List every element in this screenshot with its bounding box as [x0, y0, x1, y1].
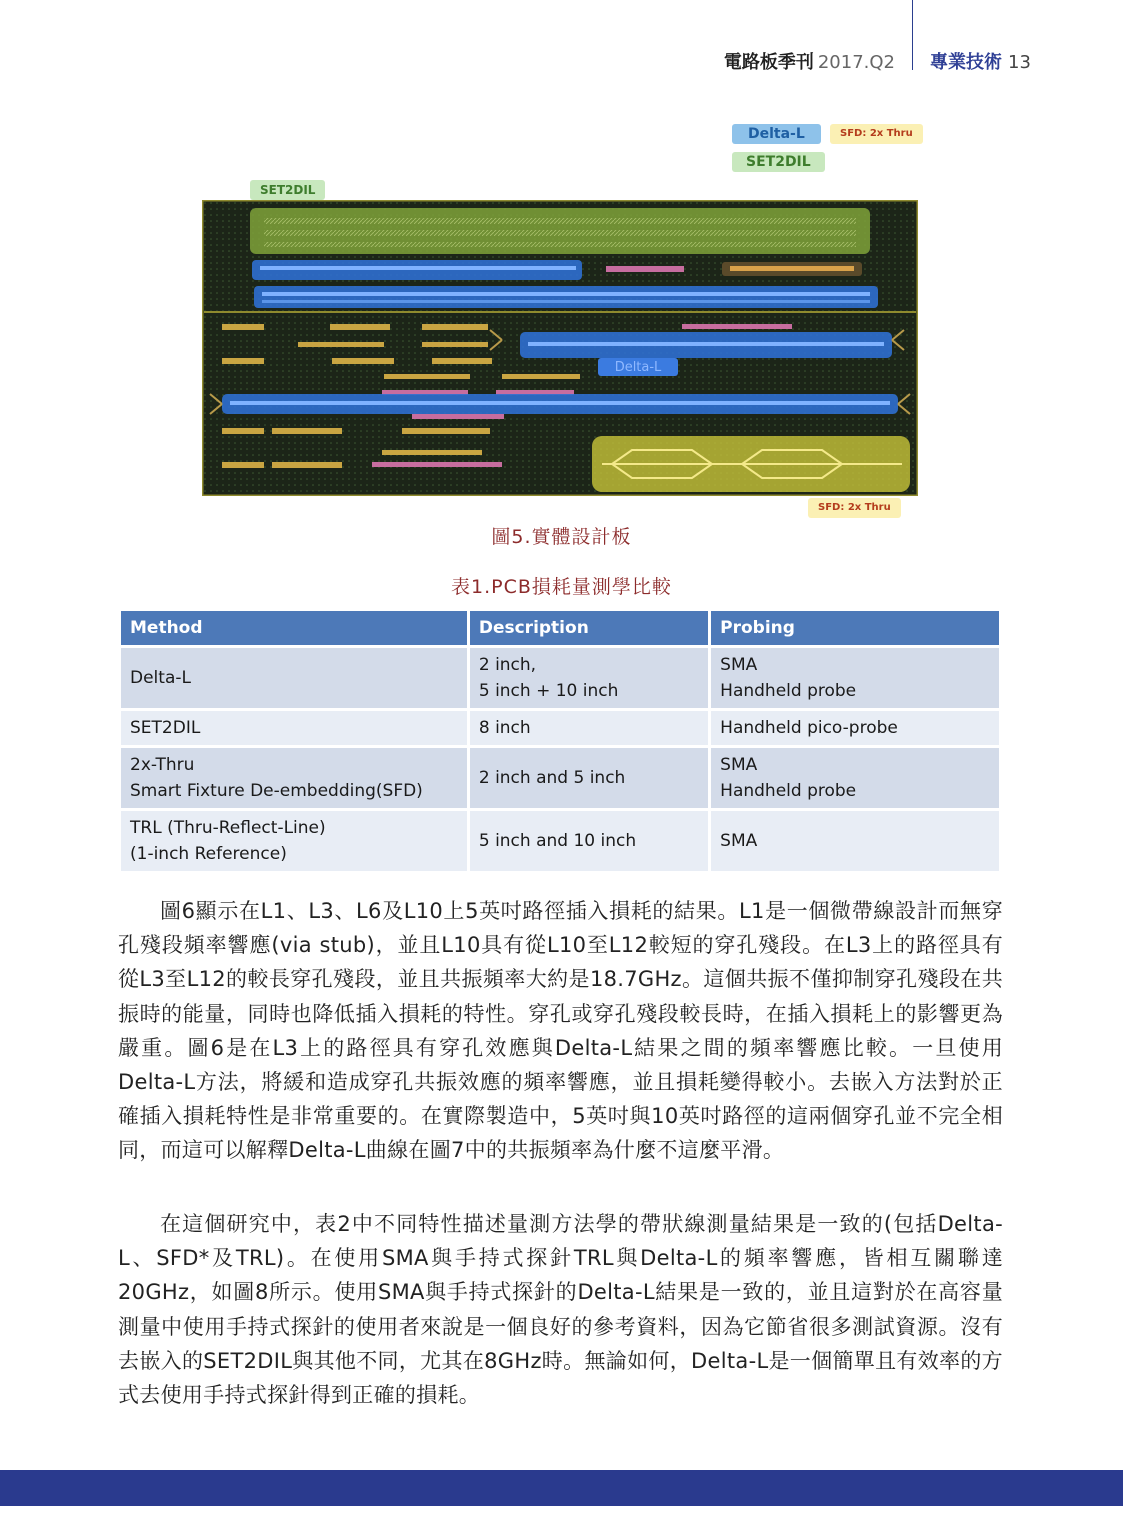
cell-text: Handheld probe	[720, 681, 857, 701]
legend-set2dil-tag: SET2DIL	[732, 152, 825, 172]
legend-delta-l-tag: Delta-L	[732, 124, 821, 144]
header-method: Method	[121, 611, 467, 645]
cell-method	[121, 711, 467, 745]
header-description: Description	[470, 611, 708, 645]
cell-method	[121, 811, 467, 871]
page-number: 13	[1008, 52, 1031, 73]
cell-text: Smart Fixture De-embedding(SFD)	[130, 781, 423, 801]
magazine-title: 電路板季刊	[723, 52, 814, 73]
cell-method	[121, 748, 467, 808]
figure-caption: 圖5.實體設計板	[491, 526, 632, 548]
table-row	[121, 748, 999, 808]
comparison-table	[118, 608, 1002, 874]
cell-text: SMA	[720, 655, 758, 675]
cell-text: SET2DIL	[130, 718, 201, 738]
cell-text: (1-inch Reference)	[130, 844, 287, 864]
header-section	[930, 48, 1031, 74]
table-caption: 表1.PCB損耗量測學比較	[451, 576, 672, 598]
board-delta-l-label: Delta-L	[614, 360, 662, 375]
sfd-region-tag: SFD: 2x Thru	[808, 498, 901, 518]
delta-l-trace-long	[254, 286, 878, 308]
cell-text: 5 inch and 10 inch	[478, 831, 637, 851]
cell-text: SMA	[720, 755, 758, 775]
cell-probing	[711, 648, 999, 708]
cell-text: Handheld probe	[720, 781, 857, 801]
cell-text: 2 inch and 5 inch	[478, 768, 626, 788]
cell-text: 2 inch,	[478, 655, 537, 675]
cell-probing	[711, 711, 999, 745]
cell-text: Delta-L	[130, 668, 191, 688]
cell-description	[470, 711, 708, 745]
issue-label: 2017.Q2	[817, 52, 895, 73]
table-header-row	[121, 611, 999, 645]
cell-text: TRL (Thru-Reflect-Line)	[130, 818, 326, 838]
footer-bar	[0, 1470, 1123, 1506]
header-probing: Probing	[711, 611, 999, 645]
cell-text: Handheld pico-probe	[720, 718, 898, 738]
cell-text: 2x-Thru	[130, 755, 195, 775]
section-title: 專業技術	[930, 52, 1002, 73]
body-paragraph-1: 圖6顯示在L1、L3、L6及L10上5英吋路徑插入損耗的結果。L1是一個微帶線設計而無穿孔殘段頻率響應(via stub)，並且L10具有從L10至L12較短的穿孔殘段。在L3上的路徑具有從L3至L12的較長穿孔殘段，並且共振頻率大約是18.7GHz。這個共振不僅抑制穿孔殘段在共振時的能量，同時也降低插入損耗的特性。穿孔或穿孔殘段較長時，在插入損耗上的影響更為嚴重。圖6是在L3上的路徑具有穿孔效應與Delta-L結果之間的頻率響應比較。一旦使用Delta-L方法，將緩和造成穿孔共振效應的頻率響應，並且損耗變得較小。去嵌入方法對於正確插入損耗特性是非常重要的。在實際製造中，5英吋與10英吋路徑的這兩個穿孔並不完全相同，而這可以解釋Delta-L曲線在圖7中的共振頻率為什麼不這麼平滑。	[118, 899, 1003, 1163]
cell-probing	[711, 811, 999, 871]
table-row	[121, 711, 999, 745]
table-row	[121, 811, 999, 871]
cell-text: 5 inch + 10 inch	[478, 681, 619, 701]
cell-method	[121, 648, 467, 708]
body-paragraph-2: 在這個研究中，表2中不同特性描述量測方法學的帶狀線測量結果是一致的(包括Delta-L、SFD*及TRL)。在使用SMA與手持式探針TRL與Delta-L的頻率響應，皆相互關聯達20GHz，如圖8所示。使用SMA與手持式探針的Delta-L結果是一致的，並且這對於在高容量測量中使用手持式探針的使用者來說是一個良好的參考資料，因為它節省很多測試資源。沒有去嵌入的SET2DIL與其他不同，尤其在8GHz時。無論如何，Delta-L是一個簡單且有效率的方式去使用手持式探針得到正確的損耗。	[118, 1212, 1003, 1408]
cell-description	[470, 811, 708, 871]
pcb-board-image	[202, 200, 918, 496]
header-magazine	[724, 48, 895, 74]
cell-text: 8 inch	[478, 718, 531, 738]
cell-probing	[711, 748, 999, 808]
figure-5	[200, 118, 930, 518]
legend-sfd-tag: SFD: 2x Thru	[830, 124, 923, 144]
cell-description	[470, 648, 708, 708]
set2dil-region-tag: SET2DIL	[250, 180, 325, 200]
cell-description	[470, 748, 708, 808]
table-row	[121, 648, 999, 708]
header-divider	[912, 0, 913, 70]
cell-text: SMA	[720, 831, 758, 851]
